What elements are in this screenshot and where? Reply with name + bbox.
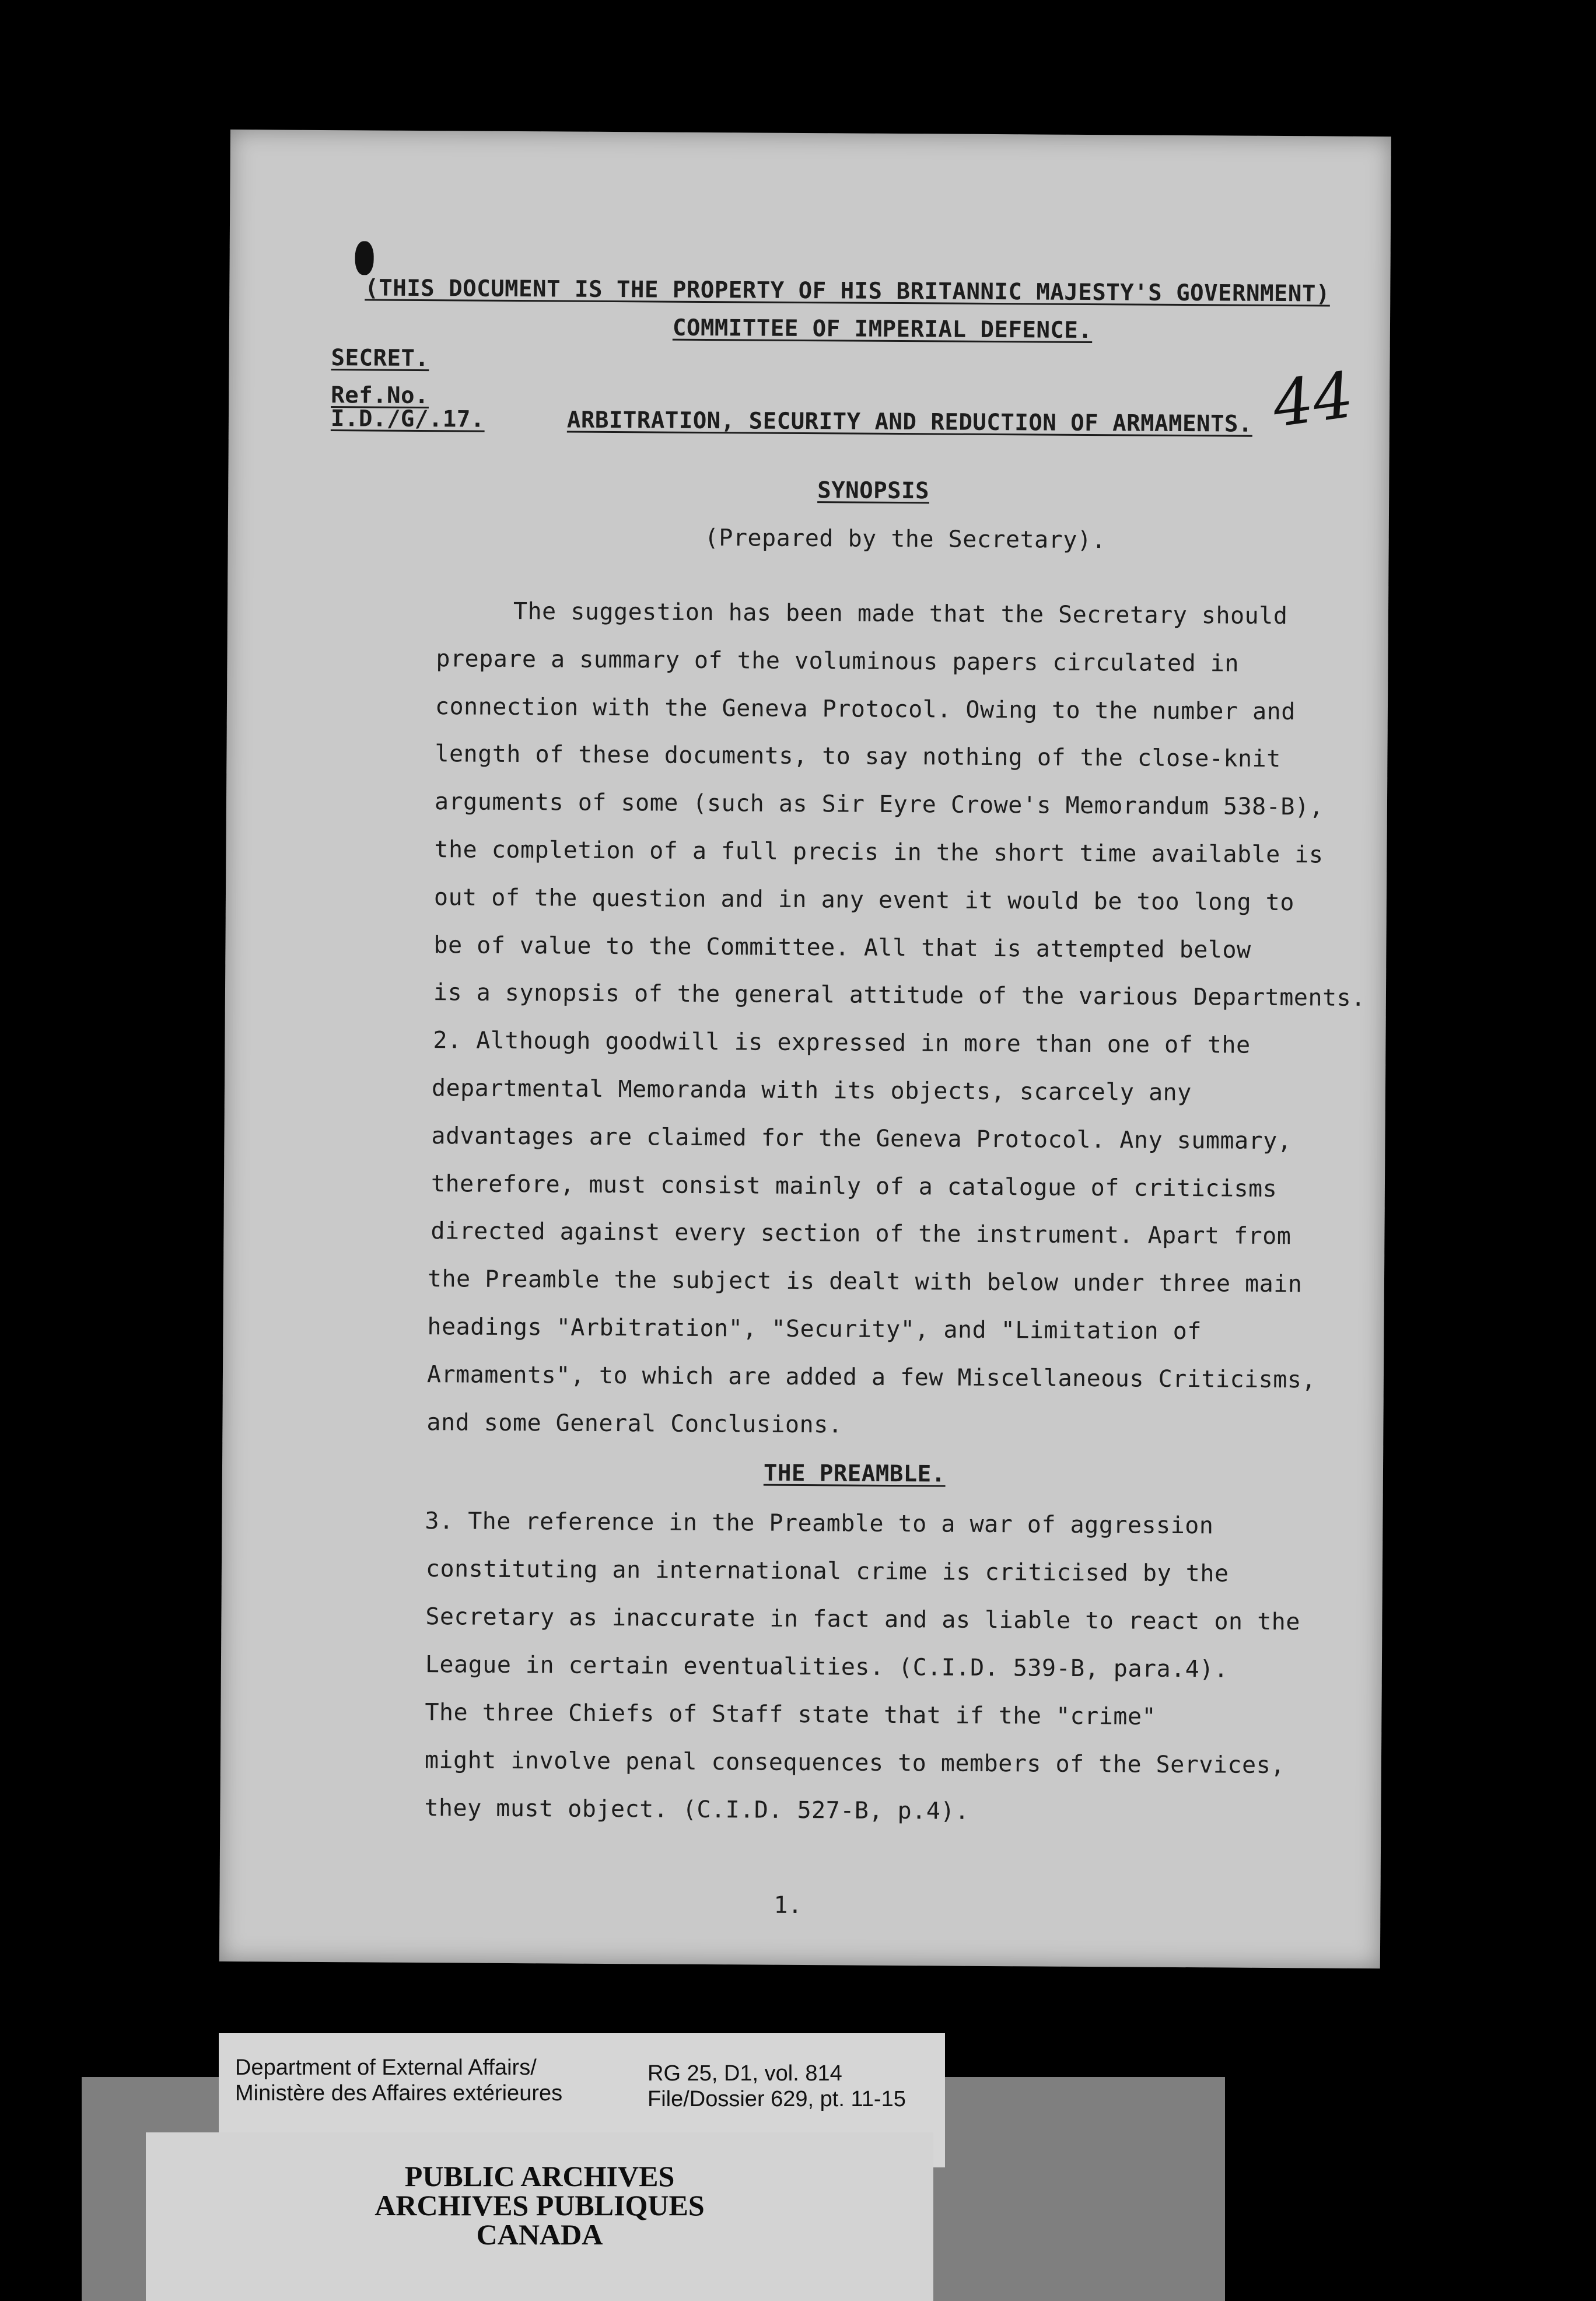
body-line: out of the question and in any event it would be too long to (433, 884, 1295, 917)
ref-no-label: Ref.No. (331, 382, 429, 410)
folio-number: 44 (1268, 358, 1358, 442)
body-line: the Preamble the subject is dealt with below under three main (427, 1265, 1303, 1298)
stamp-line-2: ARCHIVES PUBLIQUES (374, 2189, 705, 2222)
body-line: connection with the Geneva Protocol. Owing to the number and (435, 693, 1296, 726)
reference-line-2: File/Dossier 629, pt. 11-15 (648, 2087, 906, 2111)
body-line: the completion of a full precis in the short time available is (434, 836, 1324, 869)
property-notice: (THIS DOCUMENT IS THE PROPERTY OF HIS BRITANNIC MAJESTY'S GOVERNMENT) (365, 275, 1331, 307)
ink-blot (355, 241, 373, 275)
committee-heading: COMMITTEE OF IMPERIAL DEFENCE. (672, 314, 1093, 344)
body-line: advantages are claimed for the Geneva Protocol. Any summary, (431, 1122, 1292, 1155)
prepared-by: (Prepared by the Secretary). (704, 524, 1107, 554)
reference-line-1: RG 25, D1, vol. 814 (648, 2061, 842, 2086)
body-line: prepare a summary of the voluminous papers circulated in (436, 645, 1240, 677)
preamble-line: they must object. (C.I.D. 527-B, p.4). (424, 1795, 970, 1825)
department-en: Department of External Affairs/ (235, 2055, 537, 2080)
body-line: arguments of some (such as Sir Eyre Crowe's Memorandum 538-B), (434, 788, 1324, 821)
ref-no-value: I.D./G/.17. (330, 405, 485, 433)
preamble-line: League in certain eventualities. (C.I.D. 539-B, para.4). (425, 1651, 1228, 1683)
stamp-line-1: PUBLIC ARCHIVES (404, 2160, 675, 2192)
body-line: and some General Conclusions. (426, 1409, 843, 1439)
stamp-line-3: CANADA (476, 2218, 603, 2251)
preamble-heading: THE PREAMBLE. (763, 1460, 946, 1488)
body-line: directed against every section of the instrument. Apart from (430, 1218, 1292, 1250)
body-line: The suggestion has been made that the Secretary should (513, 597, 1288, 630)
document-page (219, 130, 1391, 1968)
preamble-line: constituting an international crime is criticised by the (425, 1555, 1229, 1587)
archive-stamp (146, 2132, 933, 2301)
body-line: length of these documents, to say nothing of the close-knit (435, 740, 1281, 773)
body-line: 2. Although goodwill is expressed in more than one of the (433, 1027, 1251, 1059)
body-line: is a synopsis of the general attitude of the various Departments. (433, 979, 1366, 1012)
body-line: departmental Memoranda with its objects, scarcely any (431, 1075, 1192, 1107)
body-line: Armaments", to which are added a few Miscellaneous Criticisms, (426, 1361, 1317, 1394)
department-fr: Ministère des Affaires extérieures (235, 2081, 563, 2106)
page-number: 1. (774, 1891, 803, 1919)
body-line: therefore, must consist mainly of a catalogue of criticisms (430, 1170, 1278, 1202)
preamble-line: Secretary as inaccurate in fact and as liable to react on the (425, 1603, 1301, 1636)
document-title: ARBITRATION, SECURITY AND REDUCTION OF ARMAMENTS. (566, 407, 1253, 438)
preamble-line: 3. The reference in the Preamble to a war of aggression (425, 1508, 1214, 1540)
section-heading: SYNOPSIS (817, 477, 930, 505)
preamble-line: The three Chiefs of Staff state that if the "crime" (425, 1699, 1157, 1730)
preamble-line: might involve penal consequences to members of the Services, (424, 1747, 1285, 1779)
classification: SECRET. (331, 345, 429, 372)
body-line: headings "Arbitration", "Security", and "Limitation of (427, 1313, 1202, 1345)
body-line: be of value to the Committee. All that is attempted below (433, 932, 1251, 964)
